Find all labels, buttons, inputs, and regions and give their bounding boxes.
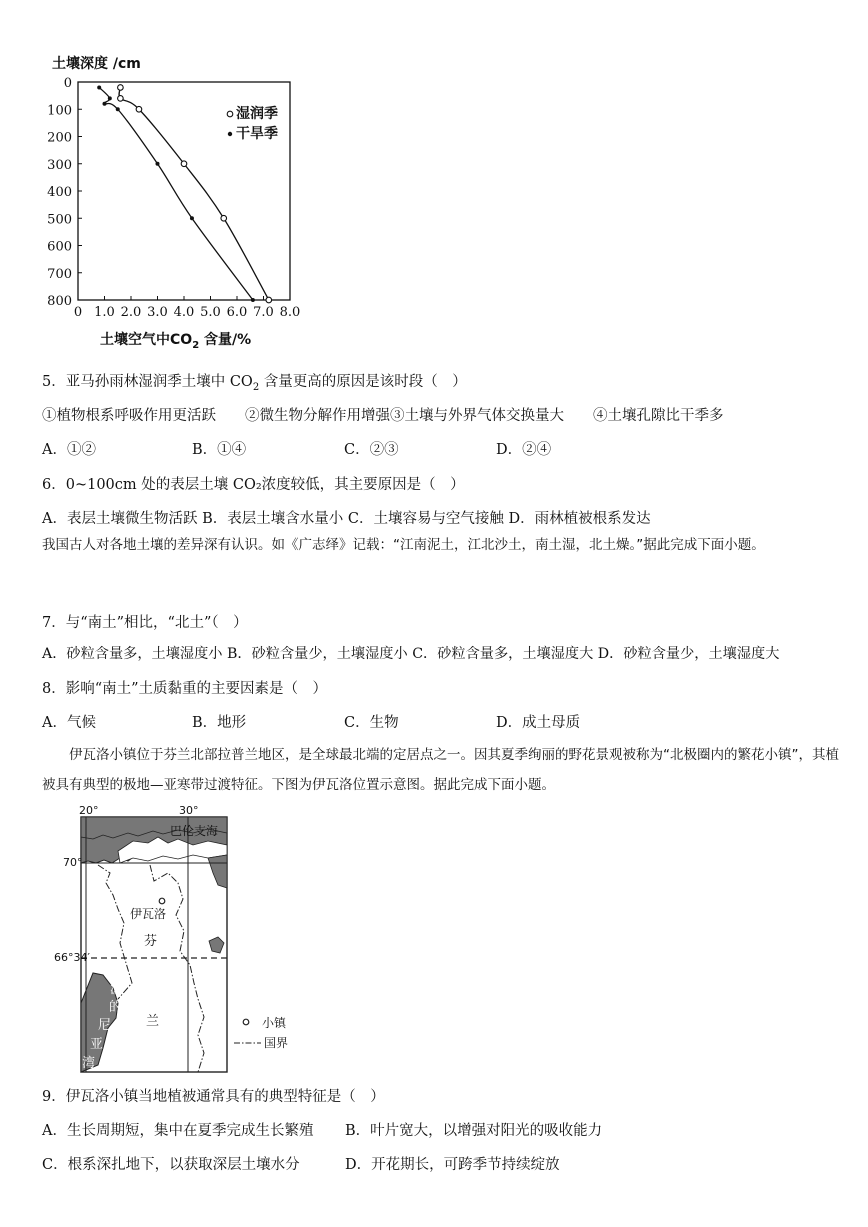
q5-items: ①植物根系呼吸作用更活跃 ②微生物分解作用增强③土壤与外界气体交换量大 ④土壤孔隙比干季多 bbox=[42, 408, 724, 424]
q6-stem: 6．0~100cm 处的表层土壤 CO₂浓度较低，其主要原因是（ ） bbox=[42, 477, 465, 493]
q8-option-c[interactable]: C．生物 bbox=[344, 715, 399, 731]
q5-option-c[interactable]: C．②③ bbox=[344, 442, 399, 458]
chart-y-label: 土壤深度 /cm bbox=[52, 56, 141, 72]
q5-option-b[interactable]: B．①④ bbox=[192, 442, 247, 458]
q7-options[interactable]: A．砂粒含量多，土壤湿度小 B．砂粒含量少，土壤湿度小 C．砂粒含量多，土壤湿度大 D．砂粒含量少，土壤湿度大 bbox=[42, 646, 780, 662]
legend-border-label: 国界 bbox=[264, 1036, 289, 1050]
legend-marker-dry bbox=[228, 132, 232, 136]
x-tick-label: 0 bbox=[73, 305, 83, 320]
y-tick-label: 100 bbox=[47, 103, 72, 119]
dry-season-point bbox=[156, 162, 160, 166]
q5-option-d[interactable]: D．②④ bbox=[496, 442, 552, 458]
q5-stem: 5．亚马孙雨林湿润季土壤中 $CO_2$ 含量更高的原因是该时段（ ） bbox=[42, 374, 467, 393]
q6-options[interactable]: A．表层土壤微生物活跃 B．表层土壤含水量小 C．土壤容易与空气接触 D．雨林植被根系发达 bbox=[42, 511, 651, 527]
x-tick-label: 3.0 bbox=[147, 305, 168, 320]
y-tick-label: 200 bbox=[47, 130, 72, 146]
legend-town-label: 小镇 bbox=[262, 1016, 287, 1030]
y-tick-label: 700 bbox=[47, 266, 72, 282]
map-town-label: 伊瓦洛 bbox=[130, 907, 167, 921]
wet-season-point bbox=[181, 161, 187, 167]
q9-stem: 9．伊瓦洛小镇当地植被通常具有的典型特征是（ ） bbox=[42, 1089, 385, 1105]
map-sea-label: 巴伦支海 bbox=[170, 824, 219, 838]
y-tick-label: 800 bbox=[47, 294, 72, 309]
q8-option-d[interactable]: D．成土母质 bbox=[496, 715, 581, 731]
ivalo-town-marker bbox=[159, 898, 165, 904]
y-tick-label: 300 bbox=[47, 157, 72, 173]
wet-season-point bbox=[118, 85, 124, 91]
q9-option-c[interactable]: C．根系深扎地下，以获取深层土壤水分 bbox=[42, 1157, 300, 1173]
legend-label-2: 干旱季 bbox=[236, 126, 278, 142]
wet-season-point bbox=[221, 215, 227, 221]
intro-soil-passage: 我国古人对各地土壤的差异深有认识。如《广志绎》记载：“江南泥土，江北沙土，南土湿，北土燥。”据此完成下面小题。 bbox=[42, 537, 765, 553]
map-gulf-label-4: 亚 bbox=[90, 1037, 104, 1052]
x-tick-label: 1.0 bbox=[94, 305, 115, 320]
q9-option-d[interactable]: D．开花期长，可跨季节持续绽放 bbox=[345, 1157, 560, 1173]
intro-ivalo-passage: 伊瓦洛小镇位于芬兰北部拉普兰地区，是全球最北端的定居点之一。因其夏季绚丽的野花景观被称为“北极圈内的繁花小镇”，其植被具有典型的极地—亚寒带过渡特征。下图为伊瓦洛位置示意图。据此完成下面小题。 bbox=[42, 747, 839, 793]
legend-town-marker bbox=[243, 1019, 249, 1025]
legend-label-1: 湿润季 bbox=[236, 106, 278, 122]
map-country-label-1: 芬 bbox=[144, 934, 158, 949]
map-gulf-label-5: 湾 bbox=[82, 1056, 96, 1071]
map-svg bbox=[54, 803, 318, 1075]
dry-season-point bbox=[251, 298, 255, 302]
map-gulf-label-2: 的 bbox=[109, 1000, 123, 1015]
x-tick-label: 7.0 bbox=[253, 305, 274, 320]
chart-svg bbox=[40, 48, 320, 358]
y-tick-label: 0 bbox=[63, 76, 72, 91]
y-tick-label: 400 bbox=[47, 185, 72, 200]
x-tick-label: 4.0 bbox=[173, 305, 195, 320]
q8-stem: 8．影响“南土”土质黏重的主要因素是（ ） bbox=[42, 681, 328, 697]
map-gulf-label-1: 波 bbox=[110, 982, 124, 997]
q9-option-a[interactable]: A．生长周期短，集中在夏季完成生长繁殖 bbox=[42, 1123, 314, 1139]
dry-season-point bbox=[108, 96, 112, 100]
wet-season-point bbox=[266, 297, 272, 303]
map-lon-20-label: 20° bbox=[79, 804, 99, 817]
ivalo-location-map bbox=[54, 803, 318, 1075]
q8-option-b[interactable]: B．地形 bbox=[192, 715, 247, 731]
q5-option-a[interactable]: A．①② bbox=[42, 442, 96, 458]
map-lat-70-label: 70° bbox=[63, 856, 83, 869]
wet-season-point bbox=[118, 96, 124, 102]
chart-x-label: 土壤空气中$CO_2$ 含量/% bbox=[100, 332, 252, 351]
q9-option-b[interactable]: B．叶片宽大，以增强对阳光的吸收能力 bbox=[345, 1123, 603, 1139]
map-country-label-2: 兰 bbox=[146, 1014, 160, 1029]
x-tick-label: 2.0 bbox=[120, 305, 142, 320]
x-tick-label: 5.0 bbox=[200, 305, 221, 320]
map-gulf-label-3: 尼 bbox=[98, 1018, 112, 1033]
q8-option-a[interactable]: A．气候 bbox=[42, 715, 96, 731]
dry-season-point bbox=[103, 102, 107, 106]
y-tick-label: 500 bbox=[47, 212, 72, 228]
dry-season-point bbox=[116, 107, 120, 111]
y-tick-label: 600 bbox=[47, 239, 72, 255]
q5-options bbox=[42, 438, 842, 459]
x-tick-label: 6.0 bbox=[226, 305, 248, 320]
wet-season-point bbox=[136, 106, 142, 112]
dry-season-point bbox=[97, 85, 101, 89]
map-lon-30-label: 30° bbox=[179, 804, 199, 817]
series-line-2 bbox=[99, 87, 253, 300]
chart-legend bbox=[227, 105, 278, 142]
legend-marker-wet bbox=[227, 111, 233, 117]
dry-season-point bbox=[190, 216, 194, 220]
map-arctic-circle-label: 66°34′ bbox=[54, 951, 90, 964]
x-tick-label: 8.0 bbox=[279, 305, 301, 320]
q7-stem: 7．与“南土”相比，“北土”（ ） bbox=[42, 615, 248, 631]
co2-depth-chart bbox=[40, 48, 320, 358]
q8-options bbox=[42, 711, 842, 732]
